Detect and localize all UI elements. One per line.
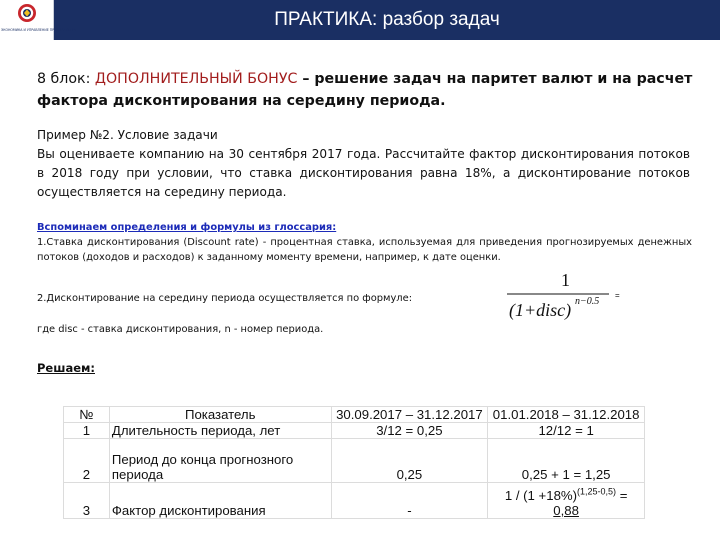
row-value-period-1: 0,25 [331, 439, 488, 483]
glossary-heading: Вспоминаем определения и формулы из глоссария: [37, 222, 337, 233]
page-title: ПРАКТИКА: разбор задач [274, 9, 500, 30]
calculation-table [63, 406, 645, 519]
header-num: № [64, 407, 110, 423]
discount-factor-formula: 1 / (1 +18%) [504, 488, 578, 503]
discount-factor-exponent: (1,25-0,5) [577, 486, 617, 497]
block-prefix: 8 блок: [37, 71, 95, 87]
header-indicator: Показатель [109, 407, 331, 423]
row-num: 2 [64, 439, 110, 483]
table-row [64, 423, 645, 439]
table-row [64, 439, 645, 483]
block-description: – решение задач на паритет валют и на расчет фактора дисконтирования на середину периода. [37, 71, 693, 109]
block-accent-title: ДОПОЛНИТЕЛЬНЫЙ БОНУС [94, 71, 298, 87]
row-value-period-1: - [331, 483, 488, 519]
header-period-2: 01.01.2018 – 31.12.2018 [488, 407, 645, 423]
row-num: 1 [64, 423, 110, 439]
row-indicator: Длительность периода, лет [109, 423, 331, 439]
glossary-item-2: 2.Дисконтирование на середину периода осуществляется по формуле: [37, 293, 413, 304]
header-bar [0, 0, 720, 40]
table-row [64, 483, 645, 519]
glossary-where: где disc - ставка дисконтирования, n - номер периода. [37, 324, 324, 335]
example-text: Вы оцениваете компанию на 30 сентября 2017 года. Рассчитайте фактор дисконтирования потоков в 2018 году при условии, что ставка дисконтирования равна 18%, а дисконтирование потоков осуществляется на середину периода. [37, 147, 690, 199]
discount-factor-result: 0,88 [553, 503, 579, 518]
glossary-item-1: 1.Ставка дисконтирования (Discount rate) - процентная ставка, используемая для приведения прогнозируемых денежных потоков (доходов и расходов) к заданному моменту времени, например, к дате оценки. [37, 237, 692, 263]
row-indicator: Период до конца прогнозного периода [109, 439, 331, 483]
formula-equals: = [615, 291, 620, 300]
header-period-1: 30.09.2017 – 31.12.2017 [331, 407, 488, 423]
discount-factor-equals: = [616, 488, 628, 503]
row-value-period-2: 12/12 = 1 [488, 423, 645, 439]
example-title: Пример №2. Условие задачи [37, 128, 218, 142]
logo-caption: ЭКОНОМИКА И УПРАВЛЕНИЕ ПРЕДПРИЯТИЕМ [1, 28, 77, 32]
row-num: 3 [64, 483, 110, 519]
glossary-section [37, 220, 692, 265]
formula-exponent: n−0.5 [575, 296, 600, 307]
table-header-row [64, 407, 645, 423]
solve-label: Решаем: [37, 361, 95, 375]
emblem-icon [17, 3, 37, 25]
row-indicator: Фактор дисконтирования [109, 483, 331, 519]
logo [0, 0, 77, 40]
block-heading [37, 68, 697, 112]
row-value-period-1: 3/12 = 0,25 [331, 423, 488, 439]
formula-base: (1+disc) [509, 300, 572, 320]
row-value-period-2 [488, 483, 645, 519]
discount-formula [505, 268, 635, 324]
row-value-period-2: 0,25 + 1 = 1,25 [488, 439, 645, 483]
formula-numerator: 1 [561, 270, 570, 290]
example-section [37, 126, 690, 202]
